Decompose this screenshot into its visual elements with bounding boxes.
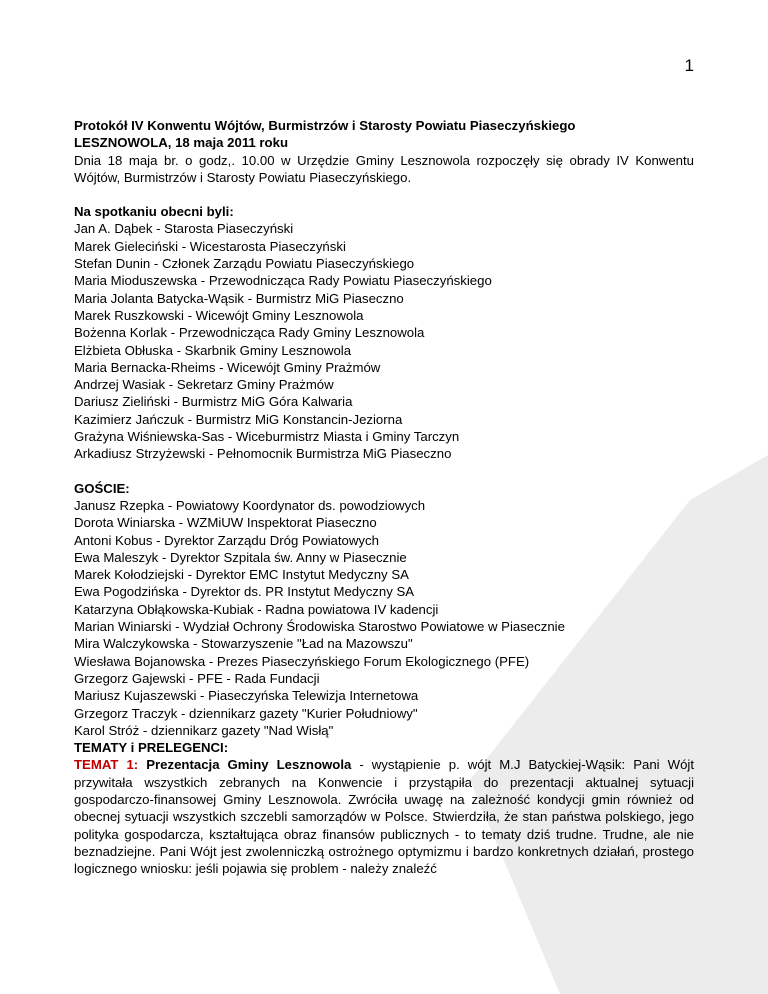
place-date: LESZNOWOLA, 18 maja 2011 roku (74, 135, 288, 151)
list-item: Grażyna Wiśniewska-Sas - Wiceburmistrz Miasta i Gminy Tarczyn (74, 429, 460, 445)
topic-1-title: Prezentacja Gminy Lesznowola (146, 757, 352, 773)
guests-list (74, 497, 694, 739)
list-item: Stefan Dunin - Członek Zarządu Powiatu Piaseczyńskiego (74, 256, 415, 272)
list-item: Ewa Pogodzińska - Dyrektor ds. PR Instytut Medyczny SA (74, 584, 415, 600)
list-item: Andrzej Wasiak - Sekretarz Gminy Prażmów (74, 377, 334, 393)
list-item: Antoni Kobus - Dyrektor Zarządu Dróg Powiatowych (74, 532, 379, 548)
list-item: Grzegorz Traczyk - dziennikarz gazety "Kurier Południowy" (74, 705, 418, 721)
list-item: Ewa Maleszyk - Dyrektor Szpitala św. Anny w Piasecznie (74, 549, 407, 565)
list-item: Elżbieta Obłuska - Skarbnik Gminy Lesznowola (74, 342, 352, 358)
document-title: Protokół IV Konwentu Wójtów, Burmistrzów i Starosty Powiatu Piaseczyńskiego (74, 118, 576, 133)
guests-heading: GOŚCIE: (74, 480, 130, 496)
page-number: 1 (684, 56, 694, 75)
list-item: Wiesława Bojanowska - Prezes Piaseczyńskiego Forum Ekologicznego (PFE) (74, 653, 530, 669)
list-item: Kazimierz Jańczuk - Burmistrz MiG Konstancin-Jeziorna (74, 411, 403, 427)
list-item: Marek Gieleciński - Wicestarosta Piaseczyński (74, 238, 346, 254)
present-heading: Na spotkaniu obecni byli: (74, 204, 234, 220)
list-item: Maria Mioduszewska - Przewodnicząca Rady Powiatu Piaseczyńskiego (74, 273, 492, 289)
list-item: Maria Bernacka-Rheims - Wicewójt Gminy Prażmów (74, 359, 381, 375)
present-section (74, 203, 694, 462)
list-item: Marian Winiarski - Wydział Ochrony Środowiska Starostwo Powiatowe w Piasecznie (74, 619, 565, 635)
topics-heading: TEMATY i PRELEGENCI: (74, 740, 229, 756)
present-list (74, 220, 694, 462)
list-item: Maria Jolanta Batycka-Wąsik - Burmistrz MiG Piaseczno (74, 290, 404, 306)
intro-paragraph: Dnia 18 maja br. o godz,. 10.00 w Urzędzie Gminy Lesznowola rozpoczęły się obrady IV Konwentu Wójtów, Burmistrzów i Starosty Powiatu Piaseczyńskiego. (74, 152, 694, 185)
list-item: Marek Ruszkowski - Wicewójt Gminy Lesznowola (74, 307, 364, 323)
topic-1-paragraph (74, 756, 694, 877)
list-item: Dariusz Zieliński - Burmistrz MiG Góra Kalwaria (74, 394, 353, 410)
list-item: Jan A. Dąbek - Starosta Piaseczyński (74, 221, 294, 237)
list-item: Marek Kołodziejski - Dyrektor EMC Instytut Medyczny SA (74, 567, 409, 583)
list-item: Janusz Rzepka - Powiatowy Koordynator ds. powodziowych (74, 497, 426, 513)
document-body (74, 117, 694, 877)
list-item: Karol Stróż - dziennikarz gazety "Nad Wisłą" (74, 722, 334, 738)
topic-1-label: TEMAT 1: (74, 757, 139, 773)
list-item: Mira Walczykowska - Stowarzyszenie "Ład na Mazowszu" (74, 636, 413, 652)
list-item: Grzegorz Gajewski - PFE - Rada Fundacji (74, 670, 320, 686)
list-item: Arkadiusz Strzyżewski - Pełnomocnik Burmistrza MiG Piaseczno (74, 446, 452, 462)
list-item: Dorota Winiarska - WZMiUW Inspektorat Piaseczno (74, 515, 377, 531)
list-item: Mariusz Kujaszewski - Piaseczyńska Telewizja Internetowa (74, 688, 419, 704)
list-item: Bożenna Korlak - Przewodnicząca Rady Gminy Lesznowola (74, 325, 425, 341)
topic-1-text: - wystąpienie p. wójt M.J Batyckiej-Wąsik: Pani Wójt przywitała wszystkich zebranych na Konwencie i przystąpiła do prezentacji aktualnej sytuacji gospodarczo-finansowej Gminy Lesznowola. Zwróciła uwagę na zależność kondycji gmin również od obecnej sytuacji wszystkich szczebli samorządów w Polsce. Stwierdziła, że stan państwa polskiego, jego polityka gospodarcza, kształtująca obraz finansów publicznych - to tematy dziś trudne. Trudne, ale nie beznadziejne. Pani Wójt jest zwolenniczką ostrożnego optymizmu i bardzo konkretnych działań, prostego logicznego wniosku: jeśli pojawia się problem - należy znaleźć (74, 757, 694, 877)
list-item: Katarzyna Obłąkowska-Kubiak - Radna powiatowa IV kadencji (74, 601, 439, 617)
guests-section (74, 480, 694, 739)
